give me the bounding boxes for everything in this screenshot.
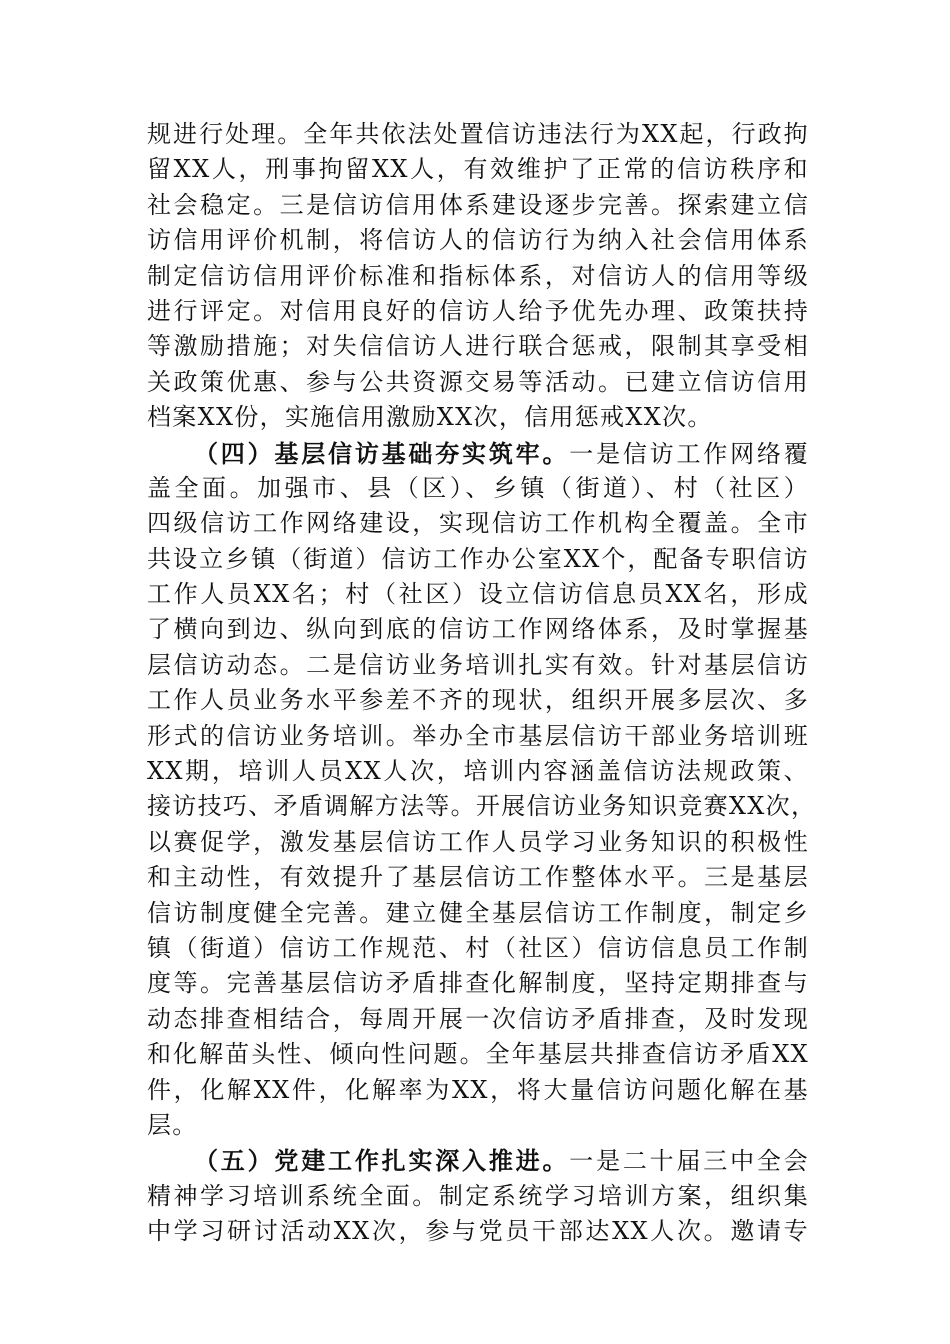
paragraph-line: 层信访动态。二是信访业务培训扎实有效。针对基层信访 [147,650,809,679]
paragraph-line: 精神学习培训系统全面。制定系统学习培训方案，组织集 [147,1181,809,1210]
paragraph-line: 形式的信访业务培训。举办全市基层信访干部业务培训班 [147,721,809,750]
paragraph-line: 度等。完善基层信访矛盾排查化解制度，坚持定期排查与 [147,969,809,998]
paragraph-line: 了横向到边、纵向到底的信访工作网络体系，及时掌握基 [147,615,809,644]
paragraph-line: 访信用评价机制，将信访人的信访行为纳入社会信用体系 [147,226,809,255]
paragraph-line: 件，化解XX件，化解率为XX，将大量信访问题化解在基 [147,1075,809,1104]
section-4-first-line [147,436,809,471]
paragraph-line: 接访技巧、矛盾调解方法等。开展信访业务知识竞赛XX次， [147,792,817,821]
paragraph-line: 和化解苗头性、倾向性问题。全年基层共排查信访矛盾XX [147,1040,809,1069]
section-4-first-text: 一是信访工作网络覆 [569,439,809,468]
paragraph-line: 关政策优惠、参与公共资源交易等活动。已建立信访信用 [147,367,809,396]
paragraph-line: 制定信访信用评价标准和指标体系，对信访人的信用等级 [147,261,809,290]
paragraph-line: 留XX人，刑事拘留XX人，有效维护了正常的信访秩序和 [147,155,809,184]
paragraph-line: 动态排查相结合，每周开展一次信访矛盾排查，及时发现 [147,1004,809,1033]
paragraph-line: 信访制度健全完善。建立健全基层信访工作制度，制定乡 [147,898,809,927]
paragraph-line: 社会稳定。三是信访信用体系建设逐步完善。探索建立信 [147,190,809,219]
section-4-heading: （四）基层信访基础夯实筑牢。 [194,438,570,468]
paragraph-line: 以赛促学，激发基层信访工作人员学习业务知识的积极性 [147,827,809,856]
paragraph-line: 工作人员XX名；村（社区）设立信访信息员XX名，形成 [147,580,809,609]
body-text [147,117,817,1250]
paragraph-line: 镇（街道）信访工作规范、村（社区）信访信息员工作制 [147,933,809,962]
paragraph-line: 四级信访工作网络建设，实现信访工作机构全覆盖。全市 [147,509,809,538]
paragraph-line: 等激励措施；对失信信访人进行联合惩戒，限制其享受相 [147,332,809,361]
paragraph-line: 盖全面。加强市、县（区）、乡镇（街道）、村（社区） [147,473,809,502]
section-5-heading: （五）党建工作扎实深入推进。 [194,1146,570,1176]
paragraph-line: XX期，培训人员XX人次，培训内容涵盖信访法规政策、 [147,757,809,786]
paragraph-line: 进行评定。对信用良好的信访人给予优先办理、政策扶持 [147,296,809,325]
paragraph-line: 中学习研讨活动XX次，参与党员干部达XX人次。邀请专 [147,1217,809,1246]
paragraph-line: 和主动性，有效提升了基层信访工作整体水平。三是基层 [147,863,809,892]
paragraph-line: 工作人员业务水平参差不齐的现状，组织开展多层次、多 [147,686,809,715]
paragraph-line: 档案XX份，实施信用激励XX次，信用惩戒XX次。 [147,403,713,432]
section-5-first-text: 一是二十届三中全会 [569,1147,809,1176]
paragraph-line: 共设立乡镇（街道）信访工作办公室XX个，配备专职信访 [147,544,809,573]
paragraph-line: 规进行处理。全年共依法处置信访违法行为XX起，行政拘 [147,120,809,148]
paragraph-line: 层。 [147,1110,198,1139]
section-5-first-line [147,1143,809,1178]
